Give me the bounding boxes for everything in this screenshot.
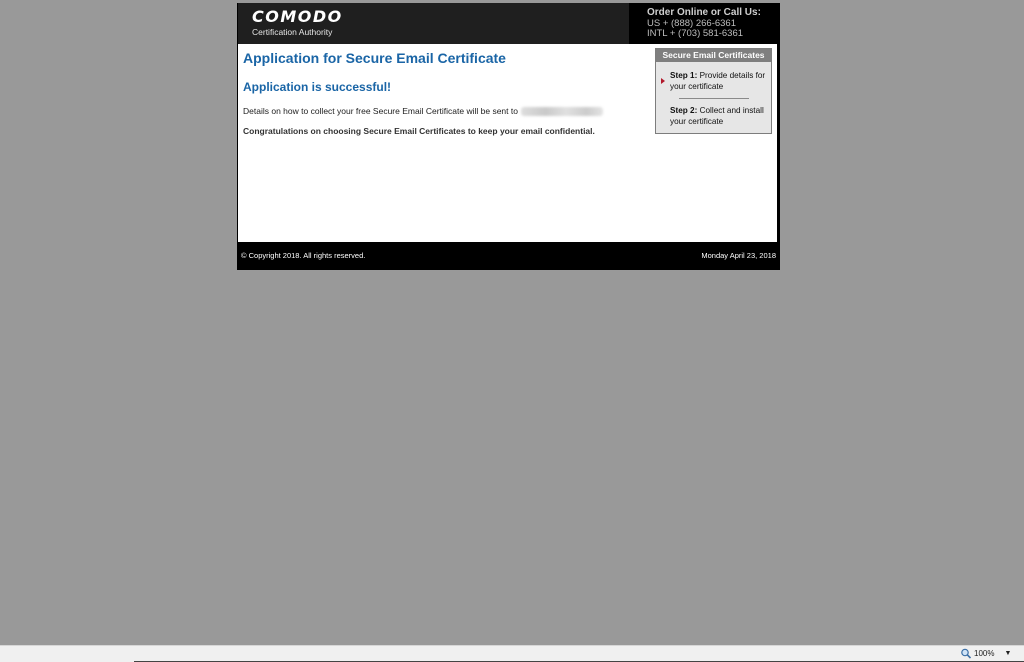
step-1	[670, 70, 768, 92]
main-content	[238, 44, 777, 242]
page-frame	[237, 3, 780, 270]
zoom-control[interactable]	[960, 648, 1011, 659]
footer-bar	[237, 242, 780, 270]
redacted-email	[521, 107, 603, 116]
step-1-text: Provide details for your certificate	[670, 71, 766, 91]
congrats-text: Congratulations on choosing Secure Email Certificates to keep your email confidential.	[243, 126, 595, 136]
current-date: Monday April 23, 2018	[701, 251, 776, 260]
caret-down-icon[interactable]: ▼	[1004, 650, 1012, 657]
zoom-level: 100%	[974, 649, 995, 658]
magnifier-icon	[960, 648, 972, 659]
steps-panel	[655, 48, 772, 134]
step-2	[670, 105, 768, 127]
logo-brand: COMODO	[252, 7, 343, 26]
logo-subtitle: Certification Authority	[252, 27, 333, 37]
order-us-phone: US + (888) 266-6361	[647, 18, 736, 29]
order-contact-box	[629, 3, 779, 44]
browser-status-bar	[0, 645, 1024, 662]
header-bar	[238, 3, 779, 44]
page-title: Application for Secure Email Certificate	[243, 50, 506, 66]
step-divider	[679, 98, 749, 99]
step-2-text: Collect and install your certificate	[670, 106, 764, 126]
step-1-label: Step 1:	[670, 71, 698, 80]
order-title: Order Online or Call Us:	[647, 7, 761, 18]
copyright-text: © Copyright 2018. All rights reserved.	[241, 251, 366, 260]
details-sentence: Details on how to collect your free Secure Email Certificate will be sent to	[243, 106, 518, 116]
details-text	[243, 106, 603, 116]
current-step-arrow-icon	[661, 78, 665, 84]
comodo-logo[interactable]	[252, 9, 343, 37]
steps-title: Secure Email Certificates	[656, 49, 771, 62]
step-2-label: Step 2:	[670, 106, 698, 115]
order-intl-phone: INTL + (703) 581-6361	[647, 28, 744, 39]
success-heading: Application is successful!	[243, 80, 392, 94]
